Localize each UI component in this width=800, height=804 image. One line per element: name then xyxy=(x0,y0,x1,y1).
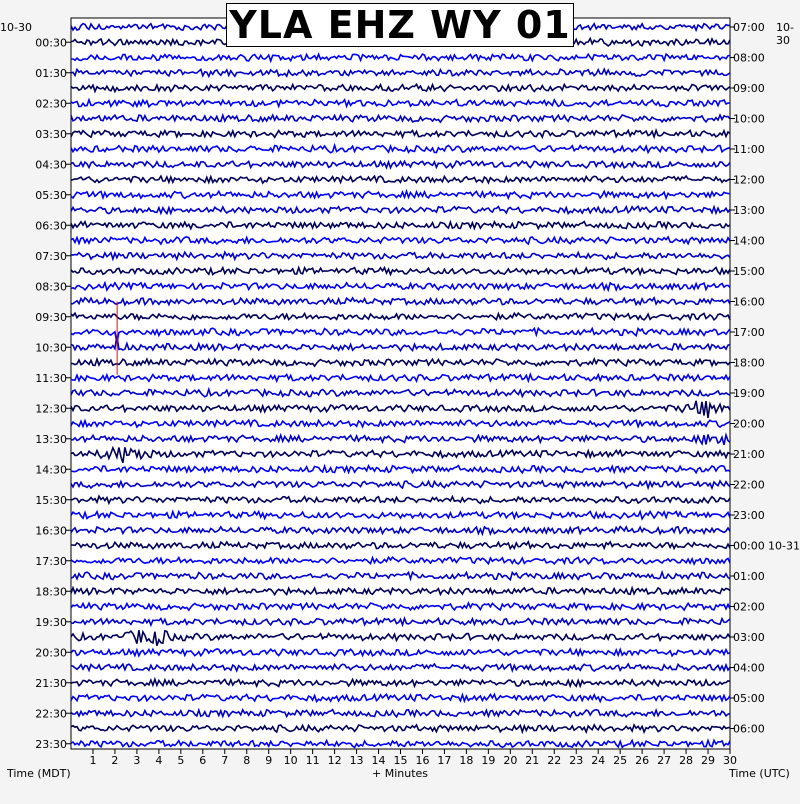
left-tick-label: 12:30 xyxy=(35,402,67,416)
left-axis-label: Time (MDT) xyxy=(7,767,71,780)
x-tick-label: 5 xyxy=(177,754,185,767)
right-tick-label: 20:00 xyxy=(733,417,765,431)
right-tick-label: 19:00 xyxy=(733,387,765,400)
right-tick-label: 11:00 xyxy=(733,143,765,156)
left-tick-label: 07:30 xyxy=(35,249,67,263)
left-tick-label: 15:30 xyxy=(35,493,67,507)
right-tick-label: 18:00 xyxy=(733,356,765,370)
left-tick-label: 08:30 xyxy=(35,280,67,294)
left-tick-label: 21:30 xyxy=(35,676,67,690)
right-tick-label: 04:00 xyxy=(733,661,765,675)
x-tick-label: 26 xyxy=(635,754,650,767)
left-tick-label: 03:30 xyxy=(35,127,67,141)
x-axis-label: + Minutes xyxy=(372,767,429,780)
x-tick-label: 28 xyxy=(679,754,694,767)
title-box xyxy=(226,3,574,47)
x-tick-label: 29 xyxy=(701,754,716,767)
x-tick-label: 7 xyxy=(221,754,229,767)
right-tick-label: 13:00 xyxy=(733,204,765,217)
left-tick-label: 20:30 xyxy=(35,646,67,660)
right-tick-label: 09:00 xyxy=(733,82,765,95)
x-tick-label: 16 xyxy=(415,754,430,767)
x-tick-label: 30 xyxy=(723,754,737,767)
right-tick-label: 23:00 xyxy=(733,509,765,522)
left-tick-label: 00:30 xyxy=(35,36,67,50)
left-tick-label: 10:30 xyxy=(35,341,67,355)
right-tick-label: 02:00 xyxy=(733,600,765,614)
right-tick-label: 10:00 xyxy=(733,112,765,126)
x-tick-label: 23 xyxy=(569,754,584,767)
right-tick-label: 17:00 xyxy=(733,326,765,339)
right-tick-label: 14:00 xyxy=(733,234,765,248)
x-tick-label: 1 xyxy=(89,754,97,767)
right-tick-label: 06:00 xyxy=(733,722,765,736)
x-tick-label: 22 xyxy=(547,754,562,767)
left-tick-label: 02:30 xyxy=(35,97,67,111)
left-tick-label: 01:30 xyxy=(35,66,67,80)
right-tick-label: 07:00 xyxy=(733,21,765,34)
right-tick-label: 00:00 xyxy=(733,539,765,553)
x-tick-label: 13 xyxy=(349,754,364,767)
right-tick-label: 22:00 xyxy=(733,478,765,492)
chart-title: YLA EHZ WY 01 xyxy=(229,3,571,47)
left-tick-label: 04:30 xyxy=(35,158,67,172)
left-tick-label: 05:30 xyxy=(35,188,67,202)
x-tick-label: 25 xyxy=(613,754,628,767)
left-tick-label: 16:30 xyxy=(35,524,67,538)
x-tick-label: 27 xyxy=(657,754,672,767)
x-tick-label: 18 xyxy=(459,754,474,767)
x-tick-label: 20 xyxy=(503,754,518,767)
x-tick-label: 21 xyxy=(525,754,540,767)
x-tick-label: 10 xyxy=(283,754,298,767)
right-date-change-label: 10-31 xyxy=(768,539,800,553)
right-tick-label: 21:00 xyxy=(733,448,765,461)
left-tick-label: 11:30 xyxy=(35,371,67,385)
x-tick-label: 3 xyxy=(133,754,141,767)
left-tick-label: 14:30 xyxy=(35,463,67,477)
right-tick-label: 01:00 xyxy=(733,570,765,583)
x-tick-label: 14 xyxy=(371,754,386,767)
left-tick-label: 22:30 xyxy=(35,707,67,721)
x-tick-label: 17 xyxy=(437,754,452,767)
x-tick-label: 2 xyxy=(111,754,119,767)
left-date-label: 10-30 xyxy=(0,21,32,34)
left-tick-label: 06:30 xyxy=(35,219,67,233)
x-tick-label: 15 xyxy=(393,754,408,767)
x-tick-label: 8 xyxy=(243,754,251,767)
left-tick-label: 23:30 xyxy=(35,737,67,751)
left-tick-label: 19:30 xyxy=(35,615,67,629)
x-tick-label: 9 xyxy=(265,754,273,767)
left-tick-label: 17:30 xyxy=(35,554,67,568)
left-tick-label: 18:30 xyxy=(35,585,67,599)
x-tick-label: 4 xyxy=(155,754,163,767)
right-tick-label: 08:00 xyxy=(733,51,765,65)
right-tick-label: 03:00 xyxy=(733,631,765,644)
x-tick-label: 12 xyxy=(327,754,342,767)
left-tick-label: 09:30 xyxy=(35,310,67,324)
x-tick-label: 6 xyxy=(199,754,207,767)
right-tick-label: 15:00 xyxy=(733,265,765,278)
x-tick-label: 11 xyxy=(305,754,320,767)
x-tick-label: 19 xyxy=(481,754,496,767)
right-date-label: 10-30 xyxy=(776,21,794,47)
right-axis-label: Time (UTC) xyxy=(729,767,790,780)
x-tick-label: 24 xyxy=(591,754,606,767)
right-tick-label: 05:00 xyxy=(733,692,765,705)
left-tick-label: 13:30 xyxy=(35,432,67,446)
right-tick-label: 12:00 xyxy=(733,173,765,187)
right-tick-label: 16:00 xyxy=(733,295,765,309)
